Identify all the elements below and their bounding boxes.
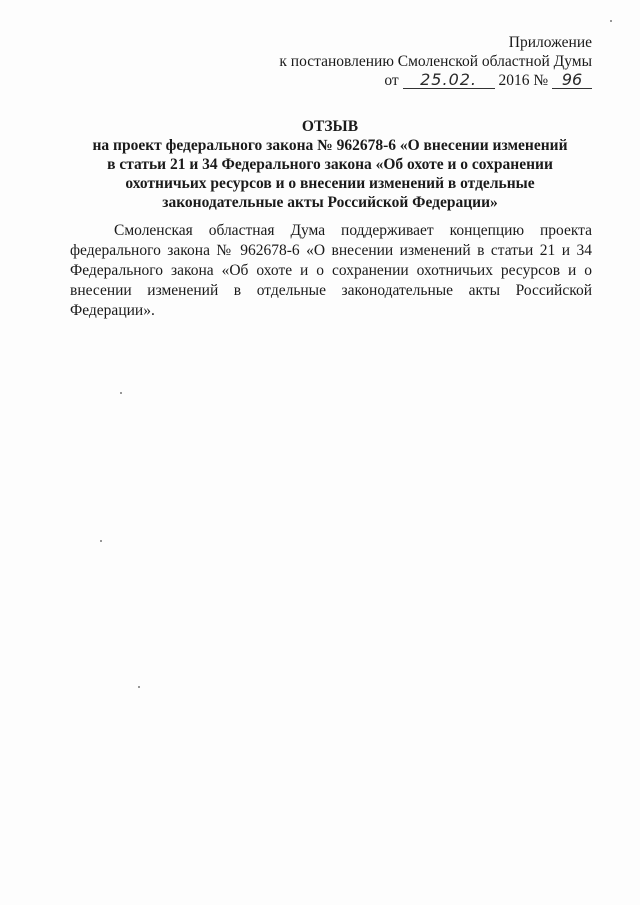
title-line-2: в статьи 21 и 34 Федерального закона «Об охоте и о сохранении <box>107 156 553 173</box>
handwritten-date: 25.02. <box>403 71 495 89</box>
title-line-1: на проект федерального закона № 962678-6 «О внесении изменений <box>92 137 568 154</box>
title-line-4: законодательные акты Российской Федерации» <box>162 194 498 211</box>
appendix-resolution-ref: к постановлению Смоленской областной Думы <box>279 53 592 70</box>
appendix-label: Приложение <box>508 34 592 51</box>
body-paragraph: Смоленская областная Дума поддерживает концепцию проекта федерального закона № 962678-6 «О внесении изменений в статьи 21 и 34 Федерального закона «Об охоте и о сохранении охотничьих ресурсов и о внесении изменений в отдельные законодательные акты Российской Федерации». <box>70 222 592 319</box>
date-prefix: от <box>384 72 399 89</box>
scan-speck <box>120 392 122 394</box>
appendix-date-line <box>172 71 592 90</box>
year-number-label: 2016 № <box>498 72 549 89</box>
document-title <box>70 117 590 212</box>
title-line-3: охотничьих ресурсов и о внесении изменений в отдельные <box>125 175 535 192</box>
appendix-block <box>172 33 592 90</box>
scan-speck <box>100 540 102 542</box>
handwritten-number: 96 <box>552 71 592 89</box>
scan-speck <box>610 20 612 22</box>
title-heading: ОТЗЫВ <box>301 118 359 135</box>
scan-speck <box>138 686 140 688</box>
